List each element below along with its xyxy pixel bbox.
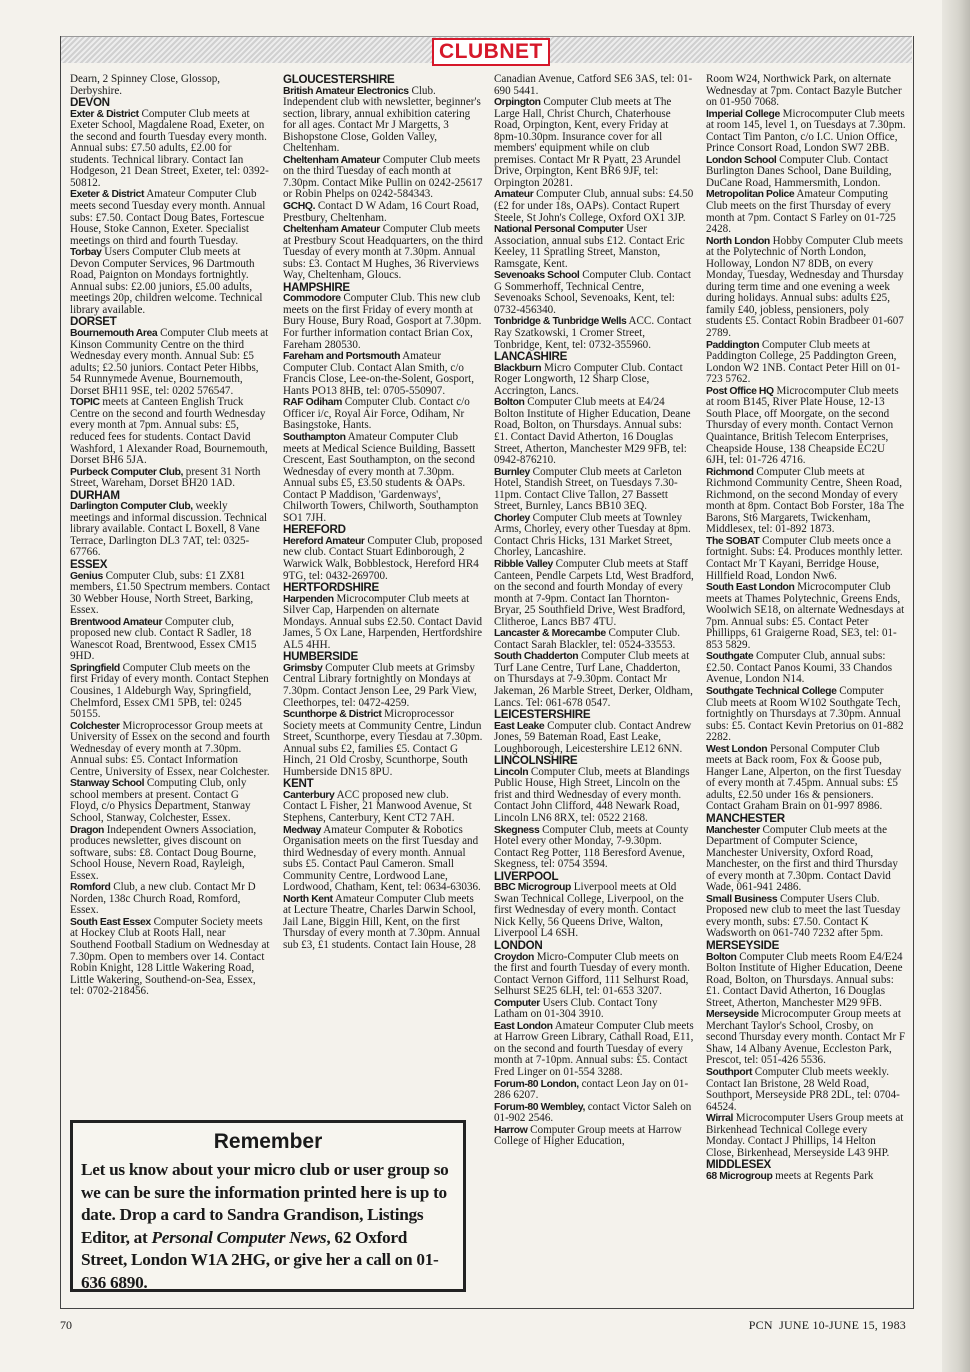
club-details: Computer Club meets on the first Friday of every month. Contact Stephen Cousines, 1 Aldeburgh Way, Springfield, Chelmford, Essex CM1 5PB, tel: 0245 50155. — [70, 661, 269, 721]
club-listing — [70, 328, 270, 397]
region-heading: LEICESTERSHIRE — [494, 708, 591, 722]
region-heading: MANCHESTER — [706, 812, 785, 825]
club-listing — [494, 97, 694, 189]
club-details: Computer Users Club. Proposed new club to meet the last Tuesday every month, subs: £7.50. Contact K Wadsworth on 061-740 7232 after 5pm. — [706, 892, 901, 940]
club-details: Users Computer Club meets at Devon Computer Services, 96 Dartmouth Road, Paignton on Mondays fortnightly. Annual subs: £2.00 juniors, £5.00 adults, meetings 20p, children welcome. Technical library available. — [70, 246, 263, 316]
club-listing — [283, 432, 483, 524]
listing-continuation: Room W24, Northwick Park, on alternate Wednesday at 7pm. Contact Bazyle Butcher on 01-950 7068. — [706, 73, 902, 109]
club-name: Merseyside — [706, 1009, 759, 1021]
club-listing — [706, 236, 906, 340]
club-listing — [283, 224, 483, 282]
club-name: Hereford Amateur — [283, 535, 365, 547]
club-details: Microcomputer Club meets at Silver Cap, Harpenden on alternate Mondays. Annual subs £2.50. Contact David James, 5 Ox Lane, Harpenden, Hertfordshire AL5 4HH. — [283, 592, 483, 651]
club-details: Computer Club meets at the Department of Computer Science, Manchester University, Oxford Road, Manchester, on the first and third Thursday of every month at 7.30pm. Contact David Wade, 061-941 2486. — [706, 823, 898, 894]
club-details: Microcomputer Group meets at Merchant Taylor's School, Crosby, on second Thursday every month. Contact Mr F Shaw, 14 Albany Avenue, Eccleston Park, Prescot, tel: 051-426 5536. — [706, 1008, 906, 1067]
club-listing — [706, 744, 906, 813]
club-name: Southampton — [283, 431, 346, 443]
club-details: Computer Club meets at Kinson Community Centre on the third Wednesday every month. Annual Sub: £5 adults; £2.50 juniors. Contact Peter Hibbs, 54 Runnymede Avenue, Bournemouth, Dorset BH11 9SE, tel: 0202 576547. — [70, 327, 269, 397]
club-listing — [283, 293, 483, 351]
club-name: Bolton — [706, 951, 737, 963]
club-name: Southgate Technical College — [706, 685, 837, 697]
club-details: Microcomputer Club meets at room B145, River Plate House, 12-13 South Place, off Moorgate, on the second Thursday of every month. Contact Vernon Quaintance, British Telecom Enterprises, Cheapside House, 138 Cheapside EC2U 6JH, tel: 01-726 4716. — [706, 384, 899, 467]
club-name: Dragon — [70, 824, 104, 836]
club-details: Computer club, proposed new club. Contact R Sadler, 18 Wanescot Road, Brentwood, Essex CM15 9HD. — [70, 615, 257, 663]
club-listing — [494, 363, 694, 398]
region-heading: MERSEYSIDE — [706, 939, 780, 953]
club-details: Computer Club meets at Townley Arms, Chorley, every other Tuesday at 8pm. Contact Chris Hicks, 131 Market Street, Chorley, Lancashire. — [494, 511, 691, 559]
club-listing — [283, 536, 483, 582]
club-details: User Association, annual subs £12. Contact Eric Keeley, 11 Spratling Street, Manston, Ramsgate, Kent. — [494, 223, 685, 270]
footer-publication: PCN — [748, 1318, 773, 1332]
club-name: Ribble Valley — [494, 558, 553, 570]
club-details: ACC proposed new club. Contact L Fisher, 21 Manwood Avenue, St Stephens, Canterbury, Kent CT2 7AH. — [283, 788, 472, 824]
club-name: Amateur — [494, 189, 534, 201]
remember-text-1: Let us know about your micro club or user group so we can be sure the information printed here is up to date. Drop a card to Sandra Grandison, Listings Editor, at — [81, 1160, 449, 1247]
club-listing — [494, 270, 694, 316]
club-listing — [70, 917, 270, 998]
club-name: Post Office HQ — [706, 385, 774, 397]
club-listing — [494, 651, 694, 709]
club-details: Computer Club meets at E4/24 Bolton Institute of Higher Education, Deane Road, Bolton, on Thursdays. Annual subs: £1. Contact David Atherton, 16 Douglas Street, Atherton, Manchester M29 9FB, tel: 0942-876210. — [494, 396, 691, 467]
club-details: ACC. Contact Ray Szatkowski, 1 Cromer Street, Tonbridge, Kent, tel: 0732-355960. — [494, 315, 692, 351]
club-listing — [706, 1067, 906, 1113]
club-name: 68 Microgroup — [706, 1170, 773, 1182]
region-heading: MIDDLESEX — [706, 1158, 771, 1172]
page-spine-shadow — [942, 0, 970, 1372]
club-name: Harrow — [494, 1124, 528, 1136]
club-details: contact Victor Saleh on 01-902 2546. — [494, 1100, 692, 1125]
club-listing — [706, 109, 906, 155]
region-heading: GLOUCESTERSHIRE — [283, 73, 395, 86]
club-name: Forum-80 London, — [494, 1078, 579, 1090]
club-details: meets at Regents Park — [772, 1169, 874, 1182]
remember-title: Remember — [213, 1130, 323, 1153]
club-details: Club. Independent club with newsletter, beginner's section, library, annual exhibition catering for all ages. Contact Mr J Margetts, 3 Bishopstone Close, Golden Valley, Cheltenham. — [283, 84, 481, 155]
club-details: Computer Club meets at Room W102 Southgate Tech, fortnightly on Thursdays at 7.30pm. Annual subs: £5. Contact Kevin Pretorius on 01-882 2282. — [706, 684, 904, 744]
club-details: Computer Club, subs: £1 ZX81 members, £1.50 Spectrum members. Contact 30 Webber House, North Street, Barking, Essex. — [70, 569, 270, 617]
club-details: Computer Club, annual subs: £4.50 (£2 for under 18s, OAPs). Contact Rupert Steele, St John's College, Oxford OX1 3JP. — [494, 188, 694, 224]
club-listing — [706, 340, 906, 386]
club-details: Computer Club meets at Staff Canteen, Pendle Carpets Ltd, West Bradford, on the second and fourth Monday of every month at 7-9pm. Contact Ian Thornton-Bryar, 25 Southfield Drive, West Bradford, Clitheroe, Lancs BB7 4TU. — [494, 557, 694, 628]
club-name: TOPIC — [70, 397, 100, 409]
club-details: Computer Club, annual subs: £2.50. Contact Panos Koumi, 33 Chandos Avenue, London N14. — [706, 650, 893, 686]
club-details: Microcomputer Club meets at room 145, level 1, on Tuesdays at 7.30pm. Contact Tim Panton, c/o I.C. Union Office, Prince Consort Road, London SW7 2BB. — [706, 107, 906, 155]
region-heading: DURHAM — [70, 488, 120, 502]
club-name: Scunthorpe & District — [283, 709, 382, 721]
club-listing — [70, 397, 270, 466]
club-name: Chorley — [494, 512, 530, 524]
region-heading: ESSEX — [70, 557, 108, 571]
club-details: Club, a new club. Contact Mr D Norden, 138c Church Road, Romford, Essex. — [70, 881, 256, 917]
club-details: Personal Computer Club meets at Back room, Fox & Goose pub, Hanger Lane, Alperton, on the first Tuesday of every month at 7.45pm. Annual subs: £5 adults, £2.50 under 16s & pensioners. Contact Graham Brain on 01-997 8986. — [706, 742, 902, 813]
club-listing — [494, 467, 694, 513]
club-listing — [706, 155, 906, 190]
club-name: South East Essex — [70, 916, 151, 928]
club-name: Medway — [283, 824, 322, 836]
club-listing — [70, 247, 270, 316]
club-name: Small Business — [706, 893, 778, 905]
club-name: Genius — [70, 570, 103, 582]
club-listing — [494, 559, 694, 628]
club-listing — [706, 686, 906, 744]
club-listing — [70, 721, 270, 779]
club-details: Liverpool meets at Old Swan Technical College, Liverpool, on the first Wednesday of every month. Contact Nick Kelly, 56 Queens Drive, Walton, Liverpool L4 6SH. — [494, 881, 684, 940]
club-listing — [494, 952, 694, 998]
region-heading: DEVON — [70, 96, 110, 110]
club-name: Croydon — [494, 951, 534, 963]
club-details: Computer Club meets at Grimsby Central Library fortnightly on Mondays at 7.30pm. Contact Jenson Lee, 29 Park View, Cleethorpes, tel: 0472-4259. — [283, 661, 477, 709]
club-name: Bournemouth Area — [70, 328, 158, 340]
club-details: Computer Club, meets at County Hotel every other Monday, 7-9.30pm. Contact Reg Potter, 118 Beresford Avenue, Skegness, tel: 0754 3594. — [494, 823, 689, 871]
region-heading: KENT — [283, 777, 314, 791]
club-name: Manchester — [706, 824, 760, 836]
listing-continuation: Canadian Avenue, Catford SE6 3AS, tel: 01-690 5441. — [494, 73, 693, 97]
club-listing — [494, 628, 694, 651]
club-name: Brentwood Amateur — [70, 616, 163, 628]
club-listing — [283, 351, 483, 397]
club-details: Computer Club, proposed new club. Contact Stuart Edinborough, 2 Warwick Walk, Bobblestock, Hereford HR4 9TG, tel: 0432-269700. — [283, 534, 483, 582]
club-details: Computer Club meets on the third Tuesday of each month at 7.30pm. Contact Mike Pullin on 0242-25617 or Robin Phelps on 0242-584343. — [283, 153, 483, 201]
club-listing — [706, 1113, 906, 1159]
club-details: Computer Club meets at Turf Lane Centre, Turf Lane, Chadderton, on Thursdays at 7-9.30pm. Contact Mr Jakeman, 26 Marble Street, Derker, Oldham, Lancs. Tel: 061-678 0547. — [494, 650, 693, 709]
club-name: South East London — [706, 582, 795, 594]
remember-body — [81, 1159, 455, 1294]
club-listing — [283, 825, 483, 894]
club-details: Computer Society meets at Hockey Club at Roots Hall, near Southend Football Stadium on Wednesday at 7.30pm. Open to members over 14. Contact Robin Knight, 128 Little Wakering Road, Little Wakering, Southend-on-Sea, Essex, tel: 0702-218456. — [70, 915, 270, 998]
club-name: Wirral — [706, 1113, 733, 1125]
club-name: Imperial College — [706, 108, 780, 120]
club-listing — [70, 778, 270, 824]
club-listing — [706, 952, 906, 1010]
listing-column-1 — [70, 74, 270, 998]
club-listing — [70, 882, 270, 917]
club-listing — [283, 663, 483, 709]
club-listing — [706, 582, 906, 651]
footer-date: JUNE 10-JUNE 15, 1983 — [779, 1318, 906, 1332]
club-listing — [70, 571, 270, 617]
club-name: Sevenoaks School — [494, 270, 580, 282]
club-details: present 31 North Street, Wareham, Dorset BH20 1AD. — [70, 465, 261, 490]
club-name: GCHQ. — [283, 201, 316, 213]
club-name: West London — [706, 743, 768, 755]
club-name: Forum-80 Wembley, — [494, 1101, 585, 1113]
club-name: London School — [706, 154, 777, 166]
club-details: Microprocessor Society meets at Community Centre, Lindun Street, Scunthorpe, every Tiesdau at 7.30pm. Annual subs £2, families £5. Contact G Hinch, 21 Old Crosby, Scunthorpe, South Humberside DN15 8PU. — [283, 708, 483, 778]
club-listing — [706, 651, 906, 686]
club-name: Lincoln — [494, 766, 529, 778]
club-name: Richmond — [706, 466, 754, 478]
club-name: National Personal Computer — [494, 224, 624, 236]
club-name: Romford — [70, 882, 111, 894]
region-heading: LIVERPOOL — [494, 869, 559, 883]
remember-text-2: , 62 Oxford Street, London W1A 2HG, or give her a call on 01-636 6890. — [81, 1227, 439, 1292]
club-listing — [706, 189, 906, 235]
club-details: weekly meetings and informal discussion. Technical library available. Contact L Boxell, 8 Vane Terrace, Darlington DL3 7AT, tel: 0325-67766. — [70, 500, 268, 559]
listing-column-2 — [283, 74, 483, 952]
club-listing — [706, 1009, 906, 1067]
club-details: Computer Club. Contact c/o Officer i/c, Royal Air Force, Odiham, Nr Basingstoke, Hants. — [283, 396, 470, 432]
club-listing — [283, 594, 483, 652]
club-listing — [494, 882, 694, 940]
club-details: Computer Group meets at Harrow College of Higher Education, — [494, 1123, 682, 1148]
club-listing — [70, 467, 270, 490]
club-details: Microcomputer Club meets at Thames Polytechnic, Greens Ends, Woolwich SE18, on alternate Wednesdays at 7pm. Annual subs: £5. Contact Peter Phillipps, 61 Graigerne Road, SE3, tel: 01-853 5829. — [706, 581, 905, 651]
region-heading: HERTFORDSHIRE — [283, 581, 379, 595]
club-listing — [70, 501, 270, 559]
club-details: Computing Club, only school members at present. Contact G Floyd, c/o Physics Department, Stanway School, Stanway, Colchester, Essex. — [70, 777, 251, 824]
club-name: East London — [494, 1020, 553, 1032]
club-name: Lancaster & Morecambe — [494, 628, 606, 640]
club-listing — [494, 998, 694, 1021]
club-details: Computer Club meets weekly. Contact Ian Bristone, 28 Weld Road, Southport, Merseyside PR8 2DL, tel: 0704-64524. — [706, 1066, 900, 1113]
club-details: Computer Club meets at The Large Hall, Christ Church, Chaterhouse Road, Orpington, Kent, every Friday at 8pm-10.30pm. Insurance cover for all members' equipment while on club premises. Contact Mr R Pyatt, 23 Arundel Drive, Orpington, Kent BR6 9JF, tel: Orpington 20281. — [494, 96, 681, 189]
club-listing — [494, 397, 694, 466]
club-details: Independent Owners Association, produces newsletter, gives discount on software, subs: £8. Contact Doug Bourne, School House, Nevern Road, Rayleigh, Essex. — [70, 823, 257, 882]
club-name: Tonbridge & Tunbridge Wells — [494, 316, 627, 328]
club-listing — [494, 721, 694, 756]
club-listing — [494, 224, 694, 270]
remember-box — [70, 1120, 466, 1292]
club-name: Blackburn — [494, 362, 542, 374]
club-listing — [70, 617, 270, 663]
club-listing — [70, 663, 270, 721]
club-listing — [283, 201, 483, 224]
club-name: Southgate — [706, 651, 754, 663]
club-listing — [283, 894, 483, 952]
region-heading: LANCASHIRE — [494, 350, 568, 364]
club-details: Computer Club meets at Prestbury Scout Headquarters, on the third Tuesday of every month at 7.30pm. Annual subs: £3. Contact M Hughes, 36 Riverviews Way, Cheltenham, Gloucs. — [283, 223, 483, 282]
club-details: Microcomputer Users Group meets at Birkenhead Technical College every Monday. Contact J Phillips, 14 Helton Close, Birkenhead, Merseyside L43 9HP. — [706, 1112, 904, 1159]
club-name: Metropolitan Police — [706, 189, 795, 201]
club-listing — [706, 894, 906, 940]
club-details: contact Leon Jay on 01-286 6207. — [494, 1077, 689, 1102]
club-details: Hobby Computer Club meets at the Polytechnic of North London, Holloway, London N7 8DB, on every Monday, Tuesday, Wednesday and Thursday during term time and one evening a week during holidays. Annual subs: adults £25, family £40, jobless, pensioners, poly students £5. Contact Robin Bradbeer 01-607 2789. — [706, 234, 904, 340]
club-details: Computer Club meets at Richmond Community Centre, Sheen Road, Richmond, on the second Monday of every month at 8pm. Contact Bob Forster, 18a The Barons, St6 Margarets, Twickenham, Middlesex, tel: 01-892 1873. — [706, 465, 905, 536]
region-heading: HAMPSHIRE — [283, 280, 350, 294]
club-name: Springfield — [70, 662, 120, 674]
club-name: Grimsby — [283, 662, 323, 674]
club-name: Burnley — [494, 466, 530, 478]
club-details: Computer Club. This new club meets on the first Friday of every month at Bury House, Bury Road, Gosport at 7.30pm. For further information contact Brian Cox, Fareham 280530. — [283, 292, 482, 351]
club-details: Amateur Computer Club meets at Harrow Green Library, Cathall Road, E11, on the second and fourth Tuesday of every month at 7-10pm. Annual subs: £5. Contact Fred Linger on 01-554 3288. — [494, 1019, 694, 1079]
club-details: Computer Club. Contact G Sommerhoff, Technical Centre, Sevenoaks School, Sevenoaks, Kent, tel: 0732-456340. — [494, 269, 691, 316]
listing-column-4 — [706, 74, 906, 1183]
region-heading: LONDON — [494, 939, 543, 953]
club-listing — [283, 397, 483, 432]
club-listing — [706, 825, 906, 894]
club-listing — [494, 825, 694, 871]
club-details: Computer Club meets once a fortnight. Subs: £4. Produces monthly letter. Contact Mr T Kayani, Berridge House, Hillfield Road, London Nw6. — [706, 534, 903, 582]
club-details: Computer Club, meets at Blandings Public House, High Street, Lincoln on the frist and third Wednesday of every month. Contact John Clifford, 448 Newark Road, Lincoln LN6 8RX, tel: 0522 2168. — [494, 765, 690, 824]
club-listing — [494, 513, 694, 559]
remember-publication: Personal Computer News — [151, 1227, 327, 1247]
club-name: East Leake — [494, 720, 545, 732]
club-details: Computer Club. Contact Sarah Blackler, tel: 0524-33553. — [494, 627, 680, 651]
region-heading: HEREFORD — [283, 523, 346, 537]
club-details: Contact D W Adam, 16 Court Road, Prestbury, Cheltenham. — [283, 200, 479, 224]
club-listing — [70, 825, 270, 883]
club-listing — [494, 1079, 694, 1102]
club-details: Computer Club meets Room E4/E24 Bolton Institute of Higher Education, Deene Road, Bolton, on Thursdays. Annual subs: £1. Contact David Atherton, 16 Douglas Street, Atherton, Manchester M29 9FB. — [706, 950, 903, 1009]
club-details: meets at Canteen English Truck Centre on the second and fourth Wednesday every month at 7pm. Annual subs: £5, reduced fees for students. Contact David Washford, 1 Alexander Road, Bournemouth, Dorset BH6 5JA. — [70, 396, 268, 467]
club-listing — [706, 536, 906, 582]
region-heading: HUMBERSIDE — [283, 650, 358, 664]
club-listing — [706, 1171, 906, 1183]
club-details: Amateur Computer Club meets at Medical Science Building, Bassett Crescent, East Southampton, on the second Wednesday of every month at 7.30pm. Annual subs £5, £3.50 students & OAPs. Contact P Maddison, 'Gardenways', Chilworth Towers, Chilworth, Southampton SO1 7JH. — [283, 430, 479, 524]
club-listing — [706, 386, 906, 467]
club-details: Amateur Computer Club meets second Tuesday every month. Annual subs: £7.50. Contact Doug Bates, Fortescue House, Stoke Cannon, Exeter. Specialist meetings on third and fourth Tuesday. — [70, 188, 266, 247]
club-details: Computer Club meets at Carleton Hotel, Standish Street, on Tuesdays 7.30-11pm. Contact Clive Tallon, 27 Bassett Street, Burnley, Lancs BB10 3EQ. — [494, 465, 682, 513]
club-listing — [706, 467, 906, 536]
club-name: Fareham and Portsmouth — [283, 351, 401, 363]
club-name: North London — [706, 235, 770, 247]
club-name: BBC Microgroup — [494, 882, 571, 894]
club-name: Purbeck Computer Club, — [70, 466, 184, 478]
club-name: Orpington — [494, 97, 541, 109]
club-details: Computer club. Contact Andrew Jones, 59 Bateman Road, East Leake, Loughborough, Leicestershire LE12 6NN. — [494, 719, 692, 755]
club-name: Exeter & District — [70, 189, 145, 201]
club-name: Harpenden — [283, 593, 334, 605]
footer-issue — [749, 1318, 906, 1333]
region-heading: LINCOLNSHIRE — [494, 754, 578, 768]
club-details: Micro-Computer Club meets on the first and fourth Tuesday of every month. Contact Vernon Gifford, 111 Selhurst Road, Selhurst SE25 6LH, tel: 01-653 3207. — [494, 950, 690, 998]
club-name: Paddington — [706, 339, 760, 351]
listing-column-3 — [494, 74, 694, 1148]
club-name: RAF Odiham — [283, 397, 342, 409]
club-details: Micro Computer Club. Contact Roger Longworth, 12 Sharp Close, Accrington, Lancs. — [494, 361, 683, 397]
club-name: Torbay — [70, 247, 102, 259]
club-listing — [494, 1102, 694, 1125]
page-number: 70 — [60, 1318, 72, 1332]
club-name: Bolton — [494, 397, 525, 409]
club-name: Cheltenham Amateur — [283, 224, 380, 236]
club-listing — [283, 155, 483, 201]
club-name: Skegness — [494, 824, 540, 836]
club-name: Computer — [494, 997, 540, 1009]
club-details: Amateur Computing Club meets on the first Thursday of every month at 7pm. Contact S Farley on 01-725 2428. — [706, 188, 896, 236]
club-name: Cheltenham Amateur — [283, 154, 380, 166]
clubnet-logo: CLUBNET — [432, 38, 550, 66]
club-name: North Kent — [283, 893, 333, 905]
club-details: Amateur Computer & Robotics Organisation meets on the first Tuesday and third Wednesday of every month. Annual subs £5. Contact Paul Cameron. Small Community Centre, Lordwood Lane, Lordwood, Chatham, Kent, tel: 0634-63036. — [283, 823, 481, 894]
club-details: Amateur Computer Club meets at Lecture Theatre, Charles Darwin School, Jail Lane, Biggin Hill, Kent, on the first Thursday of every month at 7.30pm. Annual sub £3, £1 students. Contact Iain House, 28 — [283, 892, 481, 952]
club-name: Southport — [706, 1067, 753, 1079]
club-listing — [283, 709, 483, 778]
club-name: South Chadderton — [494, 651, 579, 663]
club-name: Commodore — [283, 293, 341, 305]
club-listing — [494, 189, 694, 224]
club-details: Amateur Computer Club. Contact Alan Smith, c/o Francis Close, Lee-on-the-Solent, Gosport, Hants PO13 8HB, tel: 0705-550907. — [283, 350, 475, 397]
club-listing — [283, 790, 483, 825]
club-name: Darlington Computer Club, — [70, 501, 193, 513]
club-name: Exter & District — [70, 108, 139, 120]
club-details: Computer Club meets at Paddington College, 25 Paddington Green, London W2 1NB. Contact Peter Hill on 01-723 5762. — [706, 338, 900, 386]
club-details: Computer Club. Contact Burlington Danes School, Dane Building, DuCane Road, Hammersmith, London. — [706, 153, 892, 189]
club-name: Colchester — [70, 720, 120, 732]
club-listing — [70, 109, 270, 190]
club-listing — [70, 189, 270, 247]
region-heading: DORSET — [70, 315, 117, 329]
club-name: British Amateur Electronics — [283, 85, 409, 97]
club-listing — [283, 86, 483, 155]
club-details: Computer Club meets at Exeter School, Magdalene Road, Exeter, on the second and fourth Tuesday every month. Annual subs: £7.50 adults, £2.00 for students. Technical library. Contact Ian Hodgeson, 21 Dean Street, Exeter, tel: 0392-50812. — [70, 107, 269, 189]
listing-continuation: Dearn, 2 Spinney Close, Glossop, Derbyshire. — [70, 73, 221, 97]
club-name: Stanway School — [70, 778, 145, 790]
club-details: Microprocessor Group meets at University of Essex on the second and fourth Wednesday of every month at 7.30pm. Annual subs: £5. Contact Information Centre, University of Essex, near Colchester. — [70, 719, 270, 778]
club-listing — [494, 1125, 694, 1148]
club-name: The SOBAT — [706, 535, 760, 547]
club-listing — [494, 767, 694, 825]
club-name: Canterbury — [283, 789, 335, 801]
club-details: Users Club. Contact Tony Latham on 01-304 3910. — [494, 996, 658, 1021]
club-listing — [494, 1021, 694, 1079]
club-listing — [494, 316, 694, 351]
